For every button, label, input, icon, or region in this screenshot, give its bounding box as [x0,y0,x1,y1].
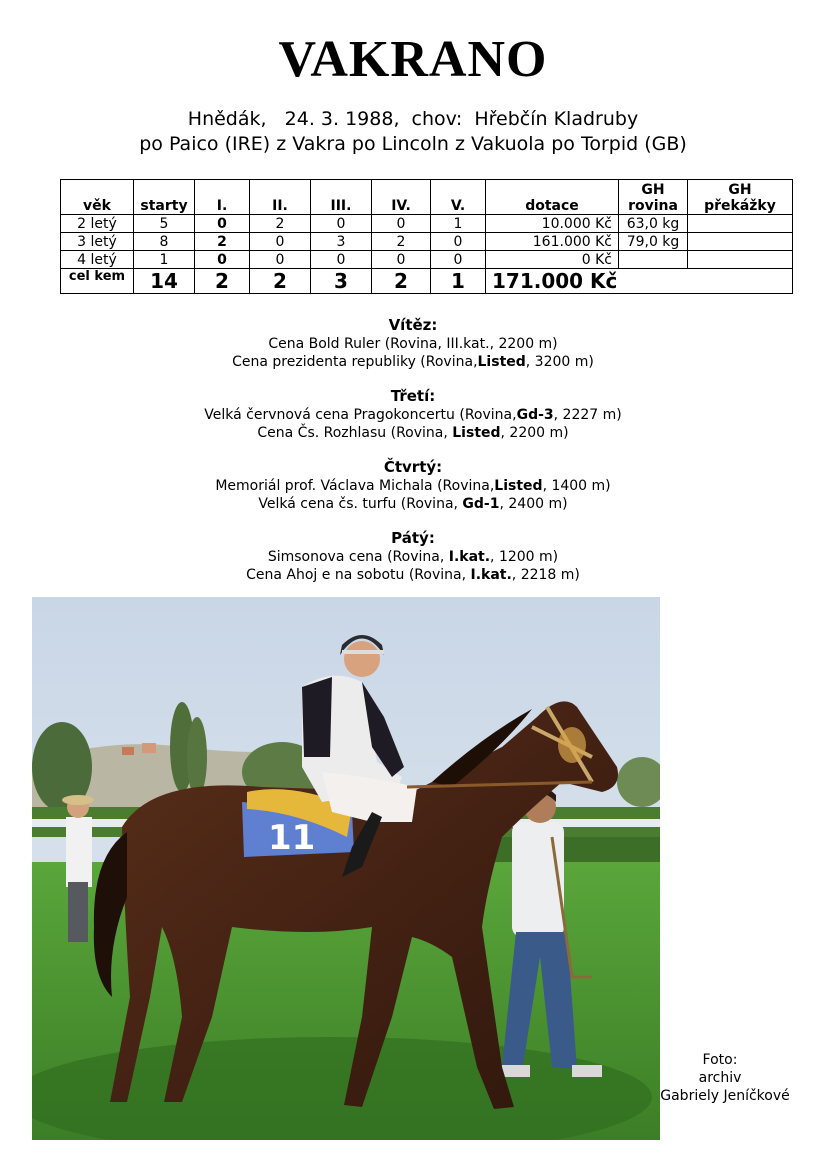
race-text: , 2227 m) [553,407,622,423]
header-gh-jump: GH překážky [688,180,793,215]
horse-name-title: VAKRANO [278,31,548,88]
table-cell-prize: 161.000 Kč [486,233,619,251]
total-cell-label: cel kem [61,269,134,294]
table-cell-starts: 5 [134,215,195,233]
race-class: Listed [494,478,543,494]
race-stats-table [60,179,793,294]
race-entry [0,406,826,424]
header-prize: dotace [486,180,619,215]
total-cell-p1: 2 [195,269,250,294]
header-fifth: V. [431,180,486,215]
table-cell-age: 3 letý [61,233,134,251]
race-text: , 2200 m) [500,425,569,441]
race-entry [0,566,826,584]
race-text: Simsonova cena (Rovina, [267,549,449,565]
result-heading: Vítěz: [388,316,438,334]
total-cell-p3: 3 [311,269,372,294]
table-cell-p5: 1 [431,215,486,233]
table-cell-prize: 10.000 Kč [486,215,619,233]
race-text: , 2400 m) [499,496,568,512]
total-cell-starts: 14 [134,269,195,294]
header-second: II. [250,180,311,215]
race-entry [0,335,826,353]
table-total-row [61,269,793,294]
header-fourth: IV. [372,180,431,215]
header-first: I. [195,180,250,215]
race-text: Cena prezidenta republiky (Rovina, [232,354,478,370]
header-starts: starty [134,180,195,215]
table-cell-p2: 0 [250,233,311,251]
race-photo [32,597,660,1140]
race-text: Cena Čs. Rozhlasu (Rovina, [257,425,453,441]
race-entry [0,477,826,495]
total-cell-p2: 2 [250,269,311,294]
table-cell-age: 2 letý [61,215,134,233]
table-cell-p3: 3 [311,233,372,251]
table-cell-p3: 0 [311,215,372,233]
table-cell-p1: 2 [195,233,250,251]
header-age: věk [61,180,134,215]
table-cell-p2: 2 [250,215,311,233]
table-cell-starts: 8 [134,233,195,251]
race-text: , 3200 m) [525,354,594,370]
caption-line: Foto: [702,1052,738,1068]
race-text: , 1200 m) [490,549,559,565]
saddle-number: 11 [268,818,316,858]
table-cell-p4: 0 [372,215,431,233]
race-text: Cena Ahoj e na sobotu (Rovina, [246,567,471,583]
table-cell-gh-flat: 63,0 kg [619,215,688,233]
header-gh-flat: GH rovina [619,180,688,215]
table-cell-prize: 0 Kč [486,251,619,269]
result-heading: Čtvrtý: [383,458,443,476]
table-cell-gh-flat: 79,0 kg [619,233,688,251]
table-cell-p1: 0 [195,251,250,269]
race-results [0,316,826,584]
caption-line: Gabriely Jeníčkové [660,1088,790,1104]
table-cell-p5: 0 [431,251,486,269]
result-heading: Pátý: [391,529,435,547]
total-cell-p5: 1 [431,269,486,294]
race-text: Memoriál prof. Václava Michala (Rovina, [215,478,495,494]
table-row [61,215,793,233]
race-text: Velká cena čs. turfu (Rovina, [258,496,463,512]
table-header-row [61,180,793,215]
pedigree-line: po Paico (IRE) z Vakra po Lincoln z Vakuola po Torpid (GB) [139,133,687,155]
table-cell-starts: 1 [134,251,195,269]
race-entry [0,495,826,513]
result-heading: Třetí: [390,387,436,405]
table-row [61,233,793,251]
race-entry [0,548,826,566]
race-text: Velká červnová cena Pragokoncertu (Rovina, [204,407,517,423]
race-class: I.kat. [470,567,512,583]
race-text: , 1400 m) [542,478,611,494]
table-cell-gh-jump [688,233,793,251]
table-cell-p3: 0 [311,251,372,269]
total-cell-p4: 2 [372,269,431,294]
table-cell-gh-jump [688,251,793,269]
table-cell-p4: 0 [372,251,431,269]
table-cell-p1: 0 [195,215,250,233]
race-class: Listed [477,354,526,370]
caption-line: archiv [698,1070,742,1086]
race-entry [0,424,826,442]
table-cell-p4: 2 [372,233,431,251]
photo-credit [660,1051,790,1105]
race-text: , 2218 m) [511,567,580,583]
table-cell-age: 4 letý [61,251,134,269]
race-entry [0,353,826,371]
table-row [61,251,793,269]
race-class: Listed [452,425,501,441]
total-cell-prize: 171.000 Kč [486,269,793,294]
table-cell-p5: 0 [431,233,486,251]
table-cell-p2: 0 [250,251,311,269]
horse-details-line: Hnědák, 24. 3. 1988, chov: Hřebčín Kladruby [187,108,639,130]
table-cell-gh-jump [688,215,793,233]
table-cell-gh-flat [619,251,688,269]
race-class: I.kat. [448,549,491,565]
race-text: Cena Bold Ruler (Rovina, III.kat., 2200 m) [268,336,558,352]
header-third: III. [311,180,372,215]
race-class: Gd-3 [516,407,554,423]
race-class: Gd-1 [462,496,500,512]
